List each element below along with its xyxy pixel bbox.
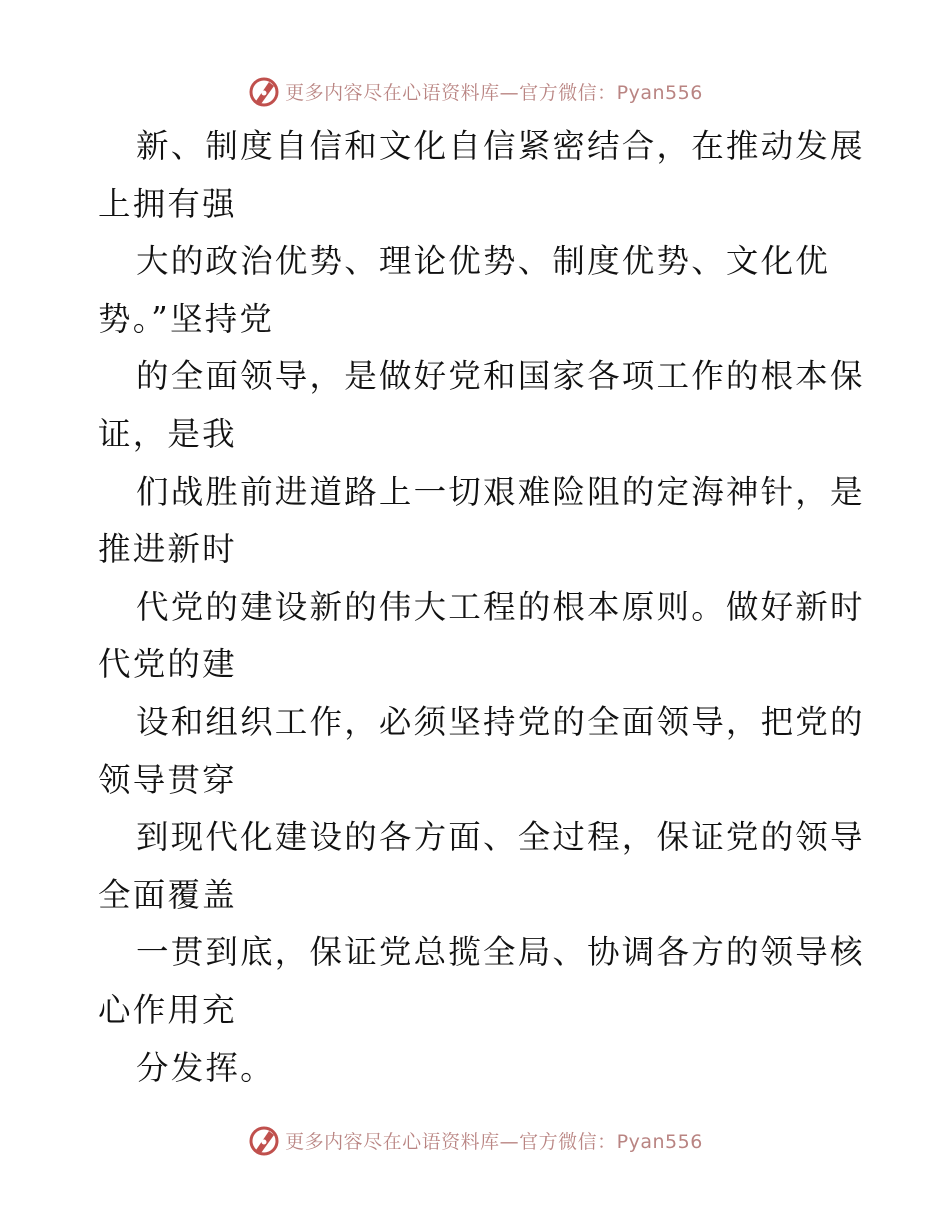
text-line: 们战胜前进道路上一切艰难险阻的定海神针，是 (136, 472, 865, 511)
footer-watermark (0, 1120, 950, 1160)
document-body (98, 118, 865, 1097)
text-line: 证，是我 (98, 414, 237, 453)
text-line: 势。”坚持党 (98, 299, 275, 338)
text-line: 的全面领导，是做好党和国家各项工作的根本保 (136, 357, 865, 396)
text-line: 心作用充 (98, 990, 237, 1029)
text-line: 全面覆盖 (98, 875, 237, 914)
text-line: 推进新时 (98, 530, 237, 569)
text-line: 代党的建 (98, 645, 237, 684)
text-line: 代党的建设新的伟大工程的根本原则。做好新时 (136, 587, 865, 626)
header-watermark (0, 71, 950, 111)
text-line: 大的政治优势、理论优势、制度优势、文化优 (136, 242, 831, 281)
header-watermark-text: 更多内容尽在心语资料库—官方微信：Pyan556 (285, 81, 703, 104)
pen-nib-logo-icon (247, 74, 281, 108)
text-line: 新、制度自信和文化自信紧密结合，在推动发展 (136, 127, 865, 165)
text-line: 到现代化建设的各方面、全过程，保证党的领导 (136, 818, 865, 857)
text-line: 设和组织工作，必须坚持党的全面领导，把党的 (136, 702, 865, 741)
text-line: 上拥有强 (98, 184, 237, 223)
text-line: 领导贯穿 (98, 760, 237, 799)
text-line: 分发挥。 (136, 1048, 275, 1087)
pen-nib-logo-icon (247, 1123, 281, 1157)
footer-watermark-text: 更多内容尽在心语资料库—官方微信：Pyan556 (285, 1130, 703, 1153)
text-line: 一贯到底，保证党总揽全局、协调各方的领导核 (136, 933, 865, 972)
